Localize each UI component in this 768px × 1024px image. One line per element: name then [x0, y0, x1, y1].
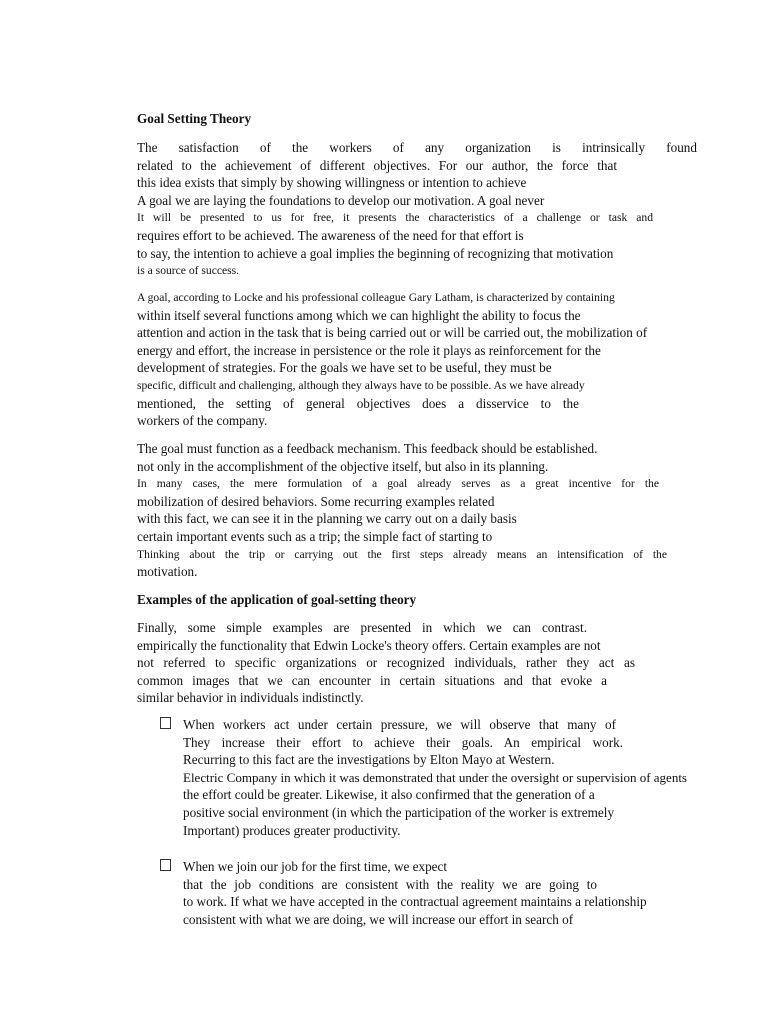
bullet-item-2	[183, 858, 743, 928]
text-line: the effort could be greater. Likewise, it also confirmed that the generation of a	[183, 787, 595, 803]
text-line: this idea exists that simply by showing willingness or intention to achieve	[137, 175, 527, 191]
text-line: A goal we are laying the foundations to develop our motivation. A goal never	[137, 192, 545, 208]
text-line: Thinking about the trip or carrying out the first steps already means an intensification of the	[137, 547, 667, 561]
text-line: In many cases, the mere formulation of a goal already serves as a great incentive for the	[137, 477, 659, 491]
paragraph-3	[137, 440, 697, 581]
text-line: requires effort to be achieved. The awareness of the need for that effort is	[137, 227, 524, 243]
text-line: development of strategies. For the goals we have set to be useful, they must be	[137, 360, 552, 376]
text-line: energy and effort, the increase in persistence or the role it plays as reinforcement for the	[137, 342, 601, 358]
paragraph-1	[137, 139, 697, 280]
text-line: specific, difficult and challenging, although they always have to be possible. As we have already	[137, 378, 585, 392]
text-line: When workers act under certain pressure, we will observe that many of	[183, 717, 616, 732]
bullet-marker-icon	[160, 717, 171, 729]
text-line: related to the achievement of different objectives. For our author, the force that	[137, 157, 617, 173]
text-line: positive social environment (in which the participation of the worker is extremely	[183, 804, 615, 820]
text-line: with this fact, we can see it in the planning we carry out on a daily basis	[137, 511, 517, 527]
section-heading-goal-setting-theory: Goal Setting Theory	[137, 111, 252, 126]
text-line: mobilization of desired behaviors. Some recurring examples related	[137, 493, 495, 509]
text-line: not referred to specific organizations or recognized individuals, rather they act as	[137, 655, 635, 671]
text-line: common images that we can encounter in certain situations and that evoke a	[137, 672, 607, 688]
text-line: is a source of success.	[137, 264, 240, 278]
text-line: mentioned, the setting of general objectives does a disservice to the	[137, 395, 579, 411]
bullet-item-1	[183, 716, 743, 839]
text-line: certain important events such as a trip; the simple fact of starting to	[137, 528, 493, 544]
text-line: workers of the company.	[137, 413, 268, 429]
text-line: that the job conditions are consistent with the reality we are going to	[183, 876, 597, 892]
text-line: similar behavior in individuals indistinctly.	[137, 690, 364, 706]
text-line: attention and action in the task that is being carried out or will be carried out, the mobilization of	[137, 325, 648, 341]
text-line: Recurring to this fact are the investigations by Elton Mayo at Western.	[183, 752, 555, 768]
text-line: not only in the accomplishment of the objective itself, but also in its planning.	[137, 458, 549, 474]
text-line: to say, the intention to achieve a goal implies the beginning of recognizing that motivation	[137, 245, 614, 261]
text-line: Important) produces greater productivity.	[183, 822, 401, 838]
section-heading-examples: Examples of the application of goal-setting theory	[137, 592, 417, 607]
text-line: empirically the functionality that Edwin Locke's theory offers. Certain examples are not	[137, 637, 601, 653]
text-line: The satisfaction of the workers of any organization is intrinsically found	[137, 140, 697, 155]
text-line: The goal must function as a feedback mechanism. This feedback should be established.	[137, 441, 598, 456]
text-line: motivation.	[137, 564, 198, 580]
text-line: They increase their effort to achieve their goals. An empirical work.	[183, 734, 623, 750]
text-line: When we join our job for the first time, we expect	[183, 859, 448, 874]
text-line: consistent with what we are doing, we will increase our effort in search of	[183, 911, 574, 927]
text-line: It will be presented to us for free, it presents the characteristics of a challenge or task and	[137, 211, 653, 225]
text-line: Electric Company in which it was demonstrated that under the oversight or supervision of agents	[183, 769, 687, 785]
text-line: Finally, some simple examples are presented in which we can contrast.	[137, 620, 587, 635]
text-line: within itself several functions among which we can highlight the ability to focus the	[137, 307, 581, 323]
text-line: A goal, according to Locke and his professional colleague Gary Latham, is characterized by containing	[137, 291, 615, 304]
paragraph-4	[137, 619, 697, 707]
bullet-marker-icon	[160, 859, 171, 871]
text-line: to work. If what we have accepted in the contractual agreement maintains a relationship	[183, 894, 647, 910]
paragraph-2	[137, 289, 697, 430]
